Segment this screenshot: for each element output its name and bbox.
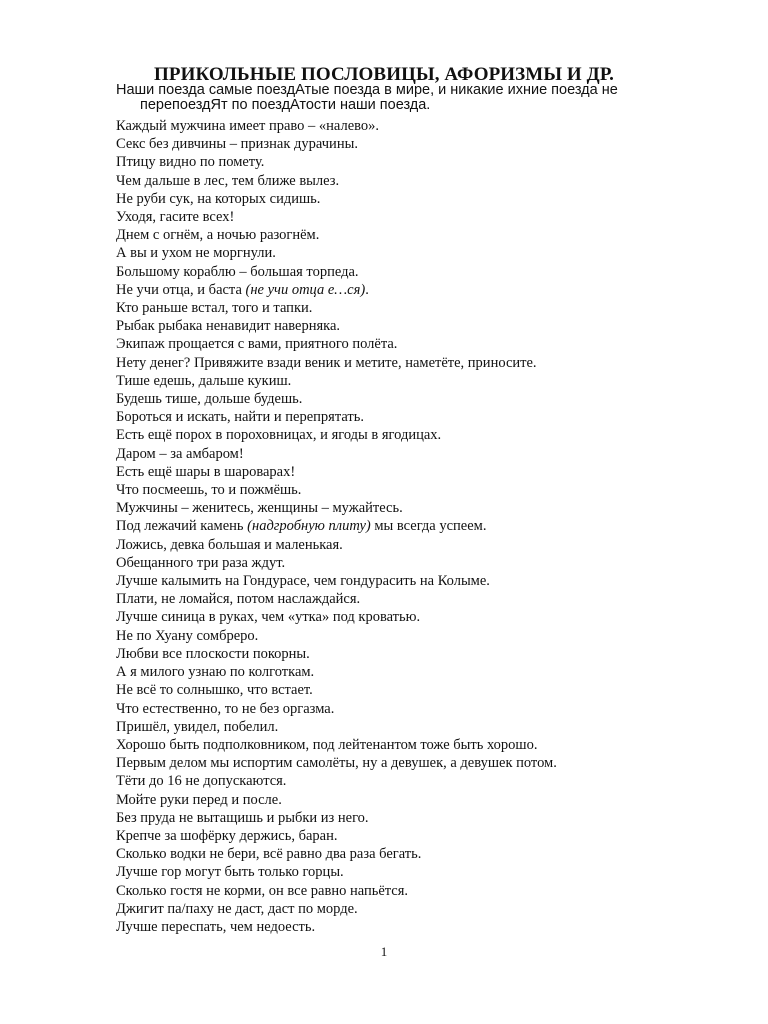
proverb-line: Большому кораблю – большая торпеда. bbox=[116, 263, 359, 280]
intro-paragraph bbox=[116, 83, 656, 113]
proverb-line: Лучше синица в руках, чем «утка» под кроватью. bbox=[116, 609, 421, 626]
proverb-line: Уходя, гасите всех! bbox=[116, 209, 235, 226]
proverb-line: Экипаж прощается с вами, приятного полёта. bbox=[116, 336, 398, 353]
proverb-line: Мойте руки перед и после. bbox=[116, 791, 282, 808]
document-body bbox=[116, 83, 656, 936]
proverb-line: Есть ещё порох в пороховницах, и ягоды в ягодицах. bbox=[116, 427, 442, 444]
proverb-line: Мужчины – женитесь, женщины – мужайтесь. bbox=[116, 500, 403, 517]
intro-line-2: перепоездЯт по поездАтости наши поезда. bbox=[140, 97, 431, 113]
proverb-line: Лучше гор могут быть только горцы. bbox=[116, 864, 344, 881]
proverb-line bbox=[116, 281, 656, 299]
proverb-text: Под лежачий камень bbox=[116, 518, 248, 535]
proverb-line: Обещанного три раза ждут. bbox=[116, 554, 286, 571]
document-title: ПРИКОЛЬНЫЕ ПОСЛОВИЦЫ, АФОРИЗМЫ И ДР. bbox=[153, 64, 615, 85]
proverb-line: Есть ещё шары в шароварах! bbox=[116, 463, 296, 480]
proverb-line: Птицу видно по помету. bbox=[116, 154, 265, 171]
proverb-line: Лучше калымить на Гондурасе, чем гондурасить на Колыме. bbox=[116, 573, 490, 590]
proverb-text: мы всегда успеем. bbox=[370, 518, 487, 535]
proverb-italic-note: (не учи отца е…ся) bbox=[245, 281, 366, 298]
proverb-line: Рыбак рыбака ненавидит наверняка. bbox=[116, 318, 341, 335]
proverb-line: Даром – за амбаром! bbox=[116, 445, 244, 462]
proverb-line: Без пруда не вытащишь и рыбки из него. bbox=[116, 809, 369, 826]
proverb-line: Что естественно, то не без оргазма. bbox=[116, 700, 335, 717]
proverb-line: Не всё то солнышко, что встает. bbox=[116, 682, 313, 699]
proverb-line: Бороться и искать, найти и перепрятать. bbox=[116, 409, 365, 426]
proverb-line: Пришёл, увидел, побелил. bbox=[116, 718, 279, 735]
proverb-line: Нету денег? Привяжите взади веник и метите, наметёте, приносите. bbox=[116, 354, 537, 371]
proverb-line: Сколько гостя не корми, он все равно напьётся. bbox=[116, 882, 409, 899]
proverb-line: Не руби сук, на которых сидишь. bbox=[116, 190, 321, 207]
proverb-line bbox=[116, 517, 656, 535]
proverb-text: Не учи отца, и баста bbox=[116, 281, 246, 298]
proverb-line: Тише едешь, дальше кукиш. bbox=[116, 372, 292, 389]
proverb-line: Не по Хуану сомбреро. bbox=[116, 627, 259, 644]
proverb-list bbox=[116, 117, 656, 936]
intro-line-1: Наши поезда самые поездАтые поезда в мире, и никакие ихние поезда не bbox=[116, 82, 618, 98]
proverb-line: Секс без дивчины – признак дурачины. bbox=[116, 136, 358, 153]
proverb-line: Кто раньше встал, того и тапки. bbox=[116, 300, 313, 317]
proverb-line: Лучше переспать, чем недоесть. bbox=[116, 918, 316, 935]
proverb-line: Ложись, девка большая и маленькая. bbox=[116, 536, 343, 553]
proverb-line: Плати, не ломайся, потом наслаждайся. bbox=[116, 591, 361, 608]
proverb-line: Первым делом мы испортим самолёты, ну а девушек, а девушек потом. bbox=[116, 755, 557, 772]
page-number: 1 bbox=[380, 944, 388, 959]
proverb-italic-note: (надгробную плиту) bbox=[247, 518, 371, 535]
proverb-line: Крепче за шофёрку держись, баран. bbox=[116, 827, 338, 844]
proverb-line: Что посмеешь, то и пожмёшь. bbox=[116, 482, 302, 499]
proverb-line: Джигит па/паху не даст, даст по морде. bbox=[116, 900, 358, 917]
proverb-line: Каждый мужчина имеет право – «налево». bbox=[116, 118, 380, 134]
proverb-line: Будешь тише, дольше будешь. bbox=[116, 391, 303, 408]
proverb-line: А я милого узнаю по колготкам. bbox=[116, 664, 315, 681]
proverb-text: . bbox=[365, 281, 369, 298]
proverb-line: Днем с огнём, а ночью разогнём. bbox=[116, 227, 320, 244]
proverb-line: Тёти до 16 не допускаются. bbox=[116, 773, 287, 790]
proverb-line: Сколько водки не бери, всё равно два раза бегать. bbox=[116, 846, 422, 863]
proverb-line: А вы и ухом не моргнули. bbox=[116, 245, 276, 262]
proverb-line: Чем дальше в лес, тем ближе вылез. bbox=[116, 172, 340, 189]
proverb-line: Хорошо быть подполковником, под лейтенантом тоже быть хорошо. bbox=[116, 736, 538, 753]
proverb-line: Любви все плоскости покорны. bbox=[116, 645, 310, 662]
